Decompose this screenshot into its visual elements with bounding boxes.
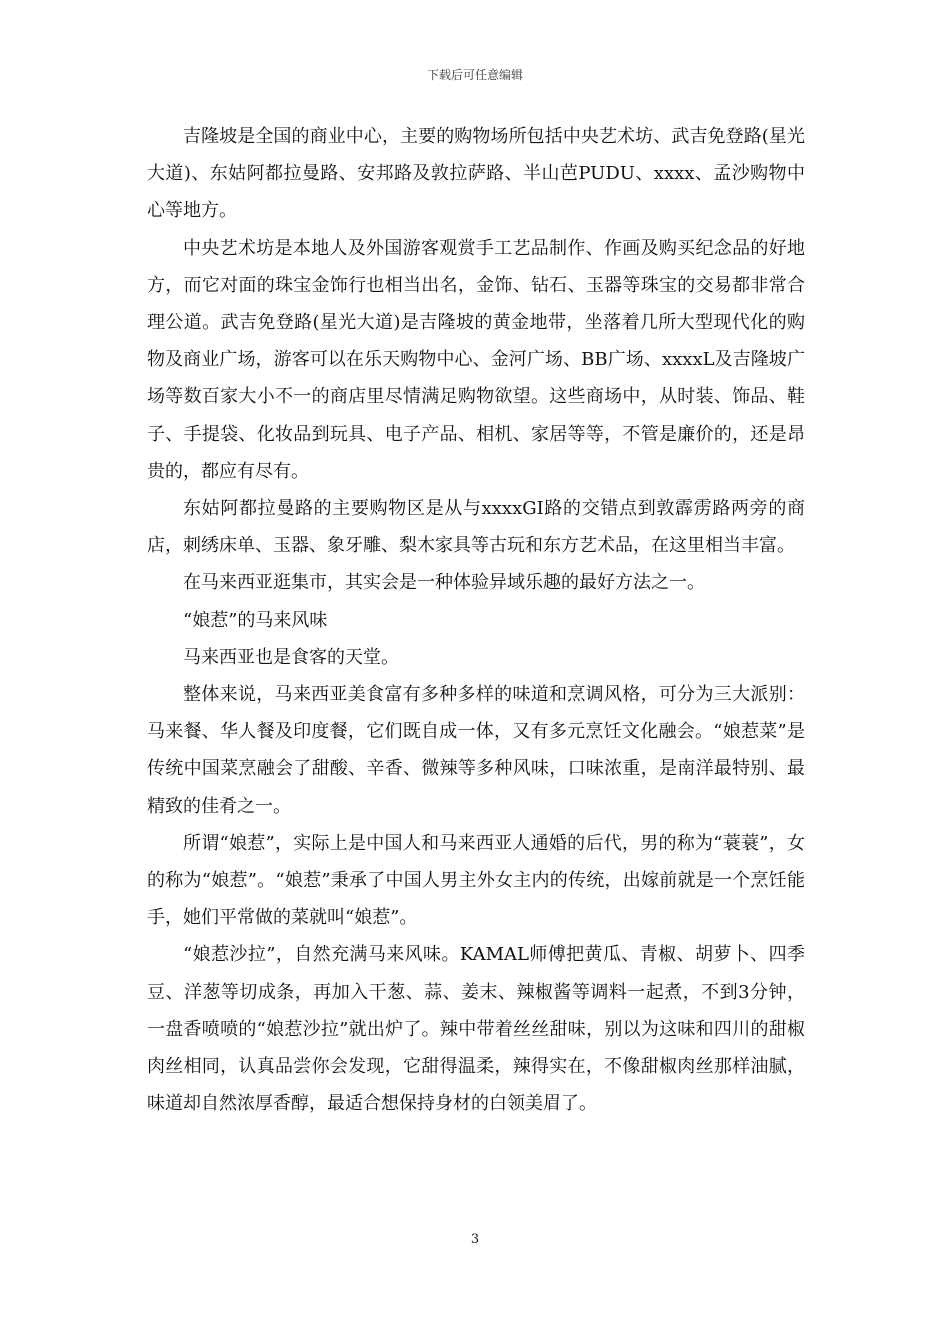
paragraph: 东姑阿都拉曼路的主要购物区是从与xxxxGI路的交错点到敦霹雳路两旁的商店，刺绣床单、玉器、象牙雕、梨木家具等古玩和东方艺术品，在这里相当丰富。 — [147, 498, 805, 557]
page-number: 3 — [470, 1232, 480, 1247]
paragraph: 整体来说，马来西亚美食富有多种多样的味道和烹调风格，可分为三大派别：马来餐、华人餐及印度餐，它们既自成一体，又有多元烹饪文化融会。“娘惹菜”是传统中国菜烹融会了甜酸、辛香、微辣等多种风味，口味浓重，是南洋最特别、最精致的佳肴之一。 — [147, 684, 805, 817]
paragraph: 所谓“娘惹”，实际上是中国人和马来西亚人通婚的后代，男的称为“蓑蓑”，女的称为“娘惹”。“娘惹”秉承了中国人男主外女主内的传统，出嫁前就是一个烹饪能手，她们平常做的菜就叫“娘惹”。 — [147, 832, 805, 929]
page-header: 下载后可任意编辑 — [426, 68, 523, 82]
document-body — [147, 118, 805, 1122]
section-heading: “娘惹”的马来风味 — [183, 609, 328, 631]
paragraph: 在马来西亚逛集市，其实会是一种体验异域乐趣的最好方法之一。 — [183, 572, 705, 594]
paragraph: 吉隆坡是全国的商业中心，主要的购物场所包括中央艺术坊、武吉免登路(星光大道)、东姑阿都拉曼路、安邦路及敦拉萨路、半山芭PUDU、xxxx、孟沙购物中心等地方。 — [147, 126, 805, 222]
paragraph: “娘惹沙拉”，自然充满马来风味。KAMAL师傅把黄瓜、青椒、胡萝卜、四季豆、洋葱等切成条，再加入干葱、蒜、姜末、辣椒酱等调料一起煮，不到3分钟，一盘香喷喷的“娘惹沙拉”就出炉了。辣中带着丝丝甜味，别以为这味和四川的甜椒肉丝相同，认真品尝你会发现，它甜得温柔，辣得实在，不像甜椒肉丝那样油腻，味道却自然浓厚香醇，最适合想保持身材的白领美眉了。 — [147, 944, 805, 1115]
paragraph: 中央艺术坊是本地人及外国游客观赏手工艺品制作、作画及购买纪念品的好地方，而它对面的珠宝金饰行也相当出名，金饰、钻石、玉器等珠宝的交易都非常合理公道。武吉免登路(星光大道)是吉隆坡的黄金地带，坐落着几所大型现代化的购物及商业广场，游客可以在乐天购物中心、金河广场、BB广场、xxxxL及吉隆坡广场等数百家大小不一的商店里尽情满足购物欲望。这些商场中，从时装、饰品、鞋子、手提袋、化妆品到玩具、电子产品、相机、家居等等，不管是廉价的，还是昂贵的，都应有尽有。 — [147, 237, 805, 482]
paragraph: 马来西亚也是食客的天堂。 — [183, 646, 399, 668]
